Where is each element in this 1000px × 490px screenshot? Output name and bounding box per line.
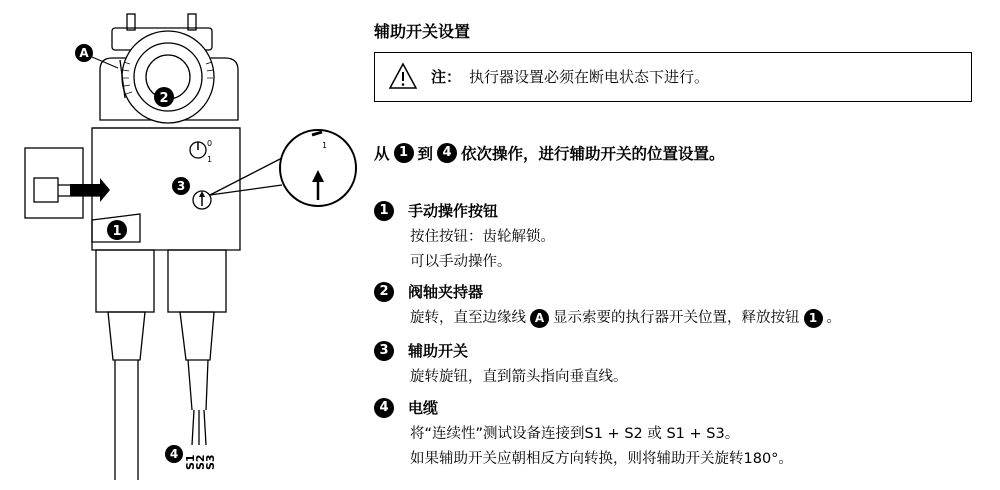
step-2-text-b: 显示索要的执行器开关位置，释放按钮 (553, 310, 800, 326)
tick-0: 0 (207, 139, 213, 148)
step-2 (374, 281, 841, 328)
intro-suffix: 依次操作，进行辅助开关的位置设置。 (461, 145, 725, 163)
cable-left (115, 360, 138, 480)
step-1-line1: 按住按钮：齿轮解锁。 (410, 229, 555, 245)
label-1: 1 (112, 224, 122, 239)
step-2-line1 (410, 306, 841, 328)
step-2-badge: 2 (374, 282, 394, 302)
note-box (374, 52, 972, 102)
step-1-title: 手动操作按钮 (408, 202, 499, 220)
label-4: 4 (169, 447, 179, 461)
cable-gland-left (96, 250, 154, 312)
step-2-title: 阀轴夹持器 (408, 283, 484, 301)
note-label: 注： (431, 68, 462, 86)
step-4 (374, 397, 793, 468)
intro-middle: 到 (417, 145, 434, 163)
wires (192, 410, 206, 445)
tick-1: 1 (207, 155, 213, 164)
note-text (431, 66, 709, 87)
actuator-illustration (0, 0, 360, 490)
intro-badge-from: 1 (394, 143, 414, 163)
intro-line (374, 142, 725, 164)
step-4-title: 电缆 (408, 399, 439, 417)
step-1-badge: 1 (374, 201, 394, 221)
step-1 (374, 200, 555, 271)
step-3 (374, 340, 628, 386)
label-a: A (79, 46, 89, 60)
warning-icon (388, 62, 418, 90)
step-2-text-c: 。 (826, 310, 841, 326)
step-3-title: 辅助开关 (408, 342, 469, 360)
step-2-badge-a: A (530, 309, 549, 328)
intro-prefix: 从 (374, 145, 390, 163)
label-2: 2 (159, 91, 169, 106)
step-2-badge-1: 1 (804, 309, 823, 328)
zoom-tick-1: 1 (322, 141, 328, 150)
step-2-text-a: 旋转，直至边缘线 (410, 310, 526, 326)
cable-right (188, 360, 208, 410)
cable-gland-right (168, 250, 226, 312)
step-4-line1: 将“连续性”测试设备连接到S1 + S2 或 S1 + S3。 (410, 426, 740, 442)
spindle-clamp (122, 31, 214, 123)
step-3-line1: 旋转旋钮，直到箭头指向垂直线。 (410, 369, 628, 385)
wire-s3: S3 (204, 454, 217, 470)
section-title: 辅助开关设置 (374, 22, 471, 41)
intro-badge-to: 4 (437, 143, 457, 163)
label-3: 3 (176, 179, 186, 193)
step-4-badge: 4 (374, 398, 394, 418)
step-3-badge: 3 (374, 341, 394, 361)
step-1-line2: 可以手动操作。 (410, 254, 512, 270)
step-4-line2: 如果辅助开关应朝相反方向转换，则将辅助开关旋转180°。 (410, 451, 793, 467)
wire-s1: S1 (184, 454, 197, 470)
wire-s2: S2 (194, 454, 207, 470)
note-body: 执行器设置必须在断电状态下进行。 (469, 68, 710, 86)
